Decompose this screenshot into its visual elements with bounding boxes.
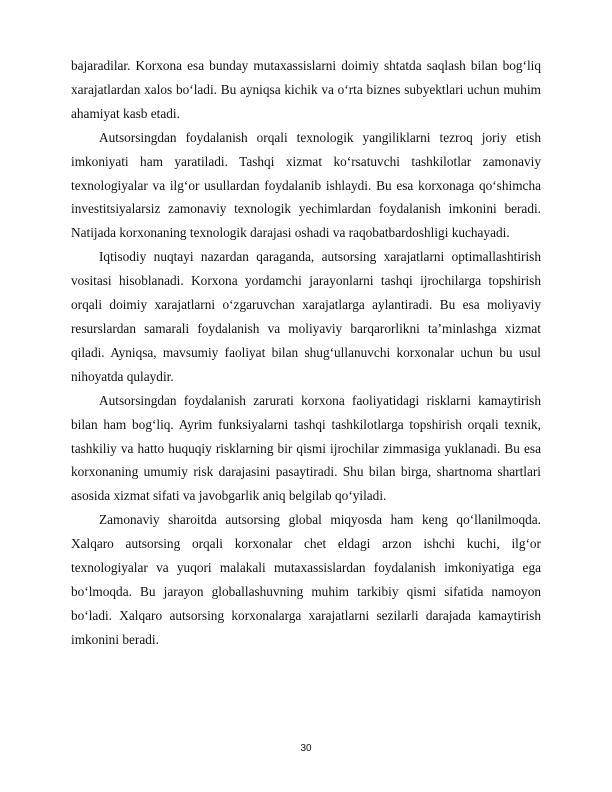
paragraph-global: Zamonaviy sharoitda autsorsing global miqyosda ham keng qo‘llanilmoqda. Xalqaro autsorsing orqali korxonalar chet eldagi arzon ishchi kuchi, ilg‘or texnologiyalar va yuqori malakali mutaxassislardan foydalanish imkoniyatiga ega bo‘lmoqda. Bu jarayon globallashuvning muhim tarkibiy qismi sifatida namoyon bo‘ladi. Xalqaro autsorsing korxonalarga xarajatlarni sezilarli darajada kamaytirish imkonini beradi. [71,512,541,647]
paragraph-technology: Autsorsingdan foydalanish orqali texnologik yangiliklarni tezroq joriy etish imkoniyati ham yaratiladi. Tashqi xizmat ko‘rsatuvchi tashkilotlar zamonaviy texnologiyalar va ilg‘or usullardan foydalanib ishlaydi. Bu esa korxonaga qo‘shimcha investitsiyalarsiz zamonaviy texnologik yechimlardan foydalanish imkonini beradi. Natijada korxonaning texnologik darajasi oshadi va raqobatbardoshligi kuchayadi. [71,129,541,241]
page-number: 30 [300,743,312,754]
paragraph-risks: Autsorsingdan foydalanish zarurati korxona faoliyatidagi risklarni kamaytirish bilan ham bog‘liq. Ayrim funksiyalarni tashqi tashkilotlarga topshirish orqali texnik, tashkiliy va hatto huquqiy risklarning bir qismi ijrochilar zimmasiga yuklanadi. Bu esa korxonaning umumiy risk darajasini pasaytiradi. Shu bilan birga, shartnoma shartlari asosida xizmat sifati va javobgarlik aniq belgilab qo‘yiladi. [71,392,541,504]
paragraph-economic: Iqtisodiy nuqtayi nazardan qaraganda, autsorsing xarajatlarni optimallashtirish vositasi hisoblanadi. Korxona yordamchi jarayonlarni tashqi ijrochilarga topshirish orqali doimiy xarajatlarni o‘zgaruvchan xarajatlarga aylantiradi. Bu esa moliyaviy resurslardan samarali foydalanish va moliyaviy barqarorlikni ta’minlashga xizmat qiladi. Ayniqsa, mavsumiy faoliyat bilan shug‘ullanuvchi korxonalar uchun bu usul nihoyatda qulaydir. [71,249,541,384]
body-text [71,54,541,652]
paragraph-continuation: bajaradilar. Korxona esa bunday mutaxassislarni doimiy shtatda saqlash bilan bog‘liq xarajatlardan xalos bo‘ladi. Bu ayniqsa kichik va o‘rta biznes subyektlari uchun muhim ahamiyat kasb etadi. [71,58,541,121]
